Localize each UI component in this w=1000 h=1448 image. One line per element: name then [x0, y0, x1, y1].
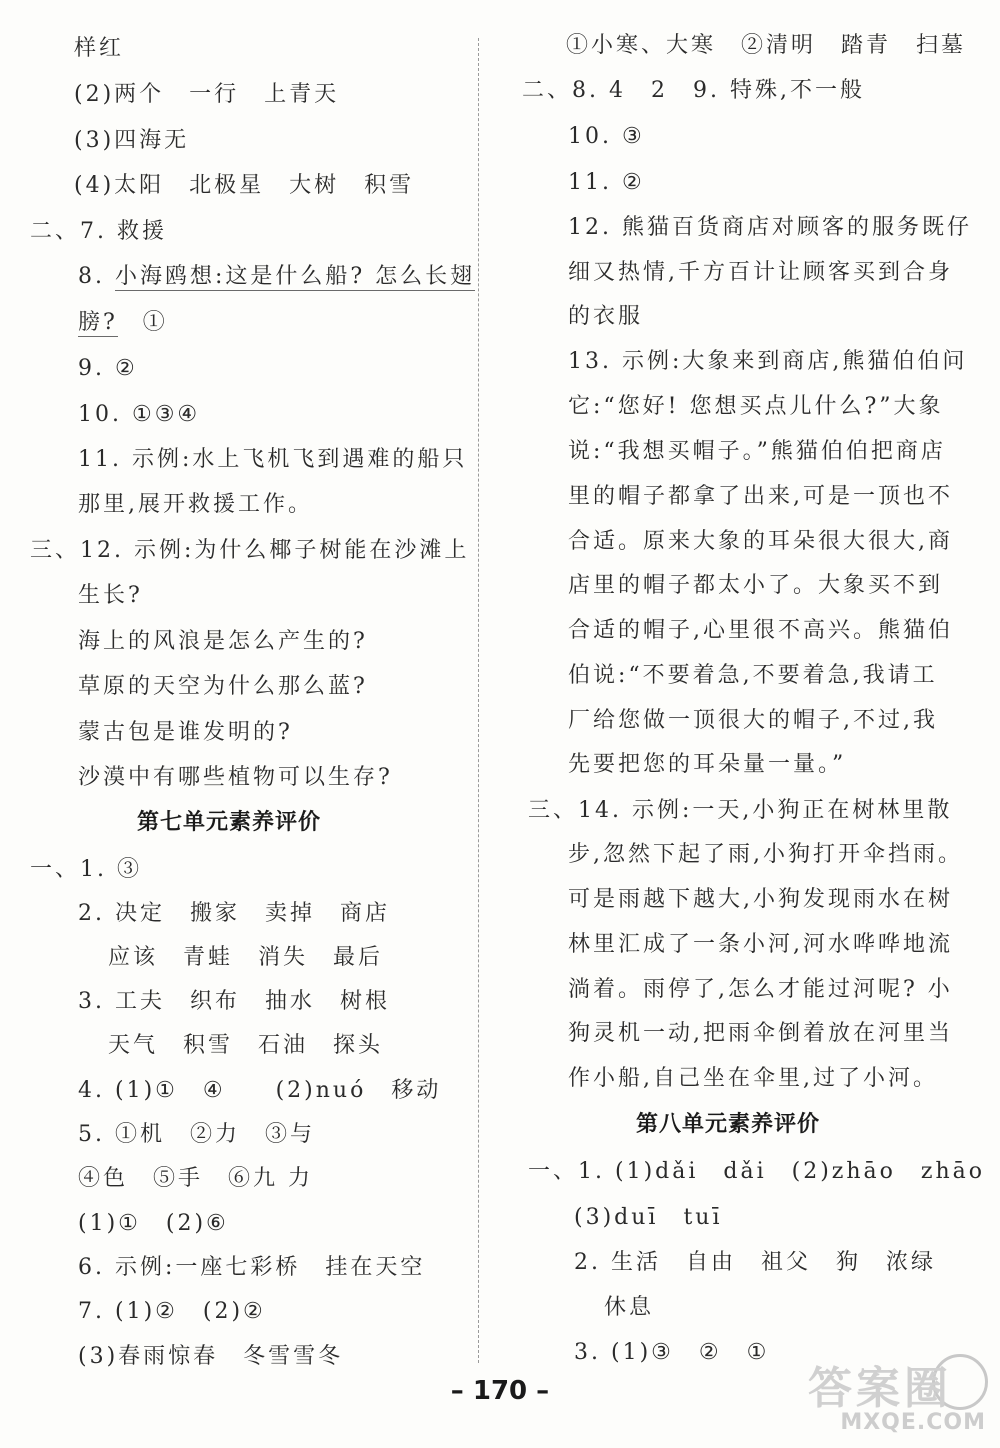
watermark-url: MXQE.COM: [840, 1410, 986, 1435]
answer-line: 合适。原来大象的耳朵很大很大,商: [568, 529, 953, 554]
answer-line: 一、1. (1)dǎi dǎi (2)zhāo zhāo: [528, 1159, 986, 1184]
answer-line: 厂给您做一顶很大的帽子,不过,我: [568, 708, 938, 733]
answer-line: 11. ②: [568, 170, 645, 195]
answer-line: 7. (1)② (2)②: [78, 1299, 266, 1324]
answer-line: 10. ③: [568, 124, 645, 149]
answer-line: ①小寒、大寒 ②清明 踏青 扫墓: [566, 33, 967, 58]
answer-line: 2. 决定 搬家 卖掉 商店: [78, 901, 390, 926]
answer-line: 伯说:“不要着急,不要着急,我请工: [568, 663, 938, 688]
answer-line: 三、14. 示例:一天,小狗正在树林里散: [528, 798, 953, 823]
answer-line: 3. 工夫 织布 抽水 树根: [78, 989, 390, 1014]
watermark-text: 答案圈: [808, 1363, 952, 1414]
answer-line: 10. ①③④: [78, 402, 201, 427]
answer-line: (2)两个 一行 上青天: [74, 82, 340, 107]
watermark: [792, 1350, 992, 1442]
answer-line: 沙漠中有哪些植物可以生存?: [78, 765, 393, 790]
answer-line: 8. 小海鸥想:这是什么船? 怎么长翅: [78, 264, 476, 289]
answer-line: 5. ①机 ②力 ③与: [78, 1122, 315, 1147]
answer-line: 生长?: [78, 583, 143, 608]
answer-line: (3)四海无: [74, 128, 190, 153]
answer-line: 草原的天空为什么那么蓝?: [78, 674, 368, 699]
column-divider: [478, 38, 480, 1363]
answer-line: 9. ②: [78, 356, 138, 381]
answer-line: 里的帽子都拿了出来,可是一顶也不: [568, 484, 953, 509]
answer-line: (4)太阳 北极星 大树 积雪: [74, 173, 415, 198]
answer-line: 3. (1)③ ② ①: [574, 1340, 770, 1365]
answer-line: (3)春雨惊春 冬雪雪冬: [78, 1344, 344, 1369]
answer-line: ④色 ⑤手 ⑥九 力: [78, 1166, 313, 1191]
answer-line: 淌着。雨停了,怎么才能过河呢? 小: [568, 977, 953, 1002]
answer-line: 步,忽然下起了雨,小狗打开伞挡雨。: [568, 842, 963, 867]
underlined-answer: 膀?: [78, 310, 118, 335]
answer-line: 细又热情,千方百计让顾客买到合身: [568, 260, 953, 285]
answer-line: 的衣服: [568, 304, 644, 329]
answer-line: 三、12. 示例:为什么椰子树能在沙滩上: [30, 538, 470, 563]
answer-line: 可是雨越下越大,小狗发现雨水在树: [568, 887, 953, 912]
answer-line: 6. 示例:一座七彩桥 挂在天空: [78, 1255, 426, 1280]
answer-line: 样红: [74, 36, 125, 61]
section-heading: 第八单元素养评价: [636, 1112, 821, 1137]
answer-line: 先要把您的耳朵量一量。”: [568, 752, 847, 777]
answer-line: 11. 示例:水上飞机飞到遇难的船只: [78, 447, 468, 472]
section-heading: 第七单元素养评价: [137, 810, 322, 835]
answer-line: 天气 积雪 石油 探头: [108, 1033, 384, 1058]
answer-line: 海上的风浪是怎么产生的?: [78, 629, 368, 654]
answer-line: 狗灵机一动,把雨伞倒着放在河里当: [568, 1021, 953, 1046]
answer-line: 膀? ①: [78, 310, 168, 335]
answer-line: 4. (1)① ④ (2)nuó 移动: [78, 1078, 442, 1103]
answer-line: 休息: [604, 1295, 655, 1320]
answer-line: 作小船,自己坐在伞里,过了小河。: [568, 1066, 938, 1091]
answer-line: 二、7. 救援: [30, 219, 167, 244]
underlined-answer: 小海鸥想:这是什么船? 怎么长翅: [114, 264, 476, 289]
answer-line: 一、1. ③: [30, 857, 142, 882]
answer-line: 林里汇成了一条小河,河水哗哗地流: [568, 932, 953, 957]
answer-line: 店里的帽子都太小了。大象买不到: [568, 573, 944, 598]
answer-line: 二、8. 4 2 9. 特殊,不一般: [522, 78, 865, 103]
answer-line: 那里,展开救援工作。: [78, 492, 313, 517]
answer-line: 说:“我想买帽子。”熊猫伯伯把商店: [568, 439, 946, 464]
answer-line: 蒙古包是谁发明的?: [78, 720, 293, 745]
answer-line: 合适的帽子,心里很不高兴。熊猫伯: [568, 618, 953, 643]
answer-line: 13. 示例:大象来到商店,熊猫伯伯问: [568, 349, 968, 374]
answer-line: 它:“您好! 您想买点儿什么?”大象: [568, 394, 944, 419]
answer-line: (3)duī tuī: [574, 1205, 723, 1230]
answer-line: (1)① (2)⑥: [78, 1211, 229, 1236]
answer-line: 应该 青蛙 消失 最后: [108, 945, 384, 970]
answer-line: 2. 生活 自由 祖父 狗 浓绿: [574, 1250, 936, 1275]
answer-line: 12. 熊猫百货商店对顾客的服务既仔: [568, 215, 972, 240]
page-number: – 170 –: [450, 1376, 550, 1406]
